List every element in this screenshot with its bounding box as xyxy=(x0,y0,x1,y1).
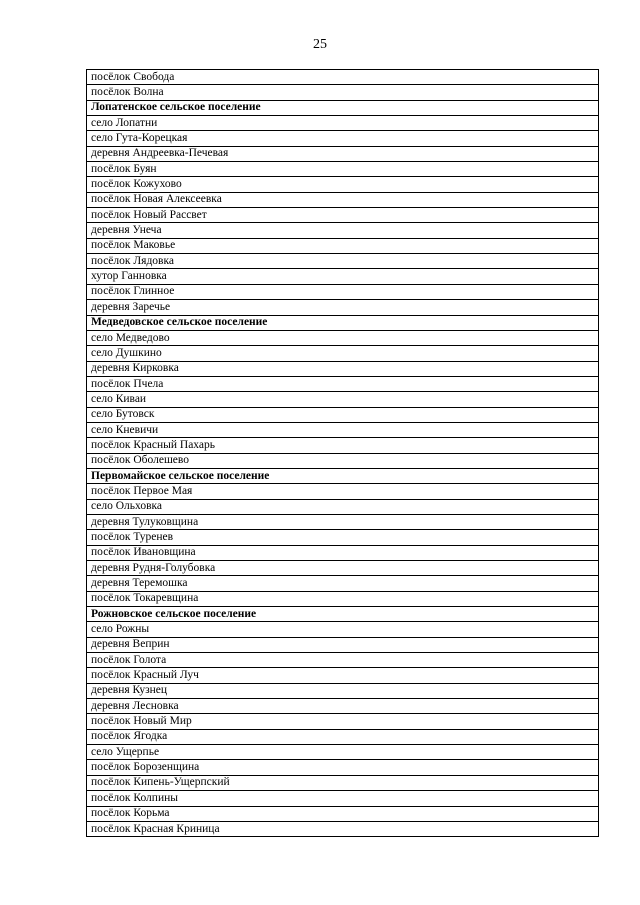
settlement-row xyxy=(87,422,599,437)
settlement-name-cell: посёлок Красный Пахарь xyxy=(87,438,599,453)
settlement-name-cell: посёлок Борозенщина xyxy=(87,760,599,775)
settlement-row xyxy=(87,561,599,576)
settlement-row xyxy=(87,223,599,238)
settlement-name-cell: посёлок Оболешево xyxy=(87,453,599,468)
settlement-name-cell: посёлок Кожухово xyxy=(87,177,599,192)
settlement-name-cell: хутор Ганновка xyxy=(87,269,599,284)
settlement-name-cell: деревня Тулуковщина xyxy=(87,514,599,529)
settlement-name-cell: деревня Веприн xyxy=(87,637,599,652)
settlement-name-cell: посёлок Колпины xyxy=(87,791,599,806)
settlement-name-cell: посёлок Красная Криница xyxy=(87,821,599,836)
settlement-row xyxy=(87,392,599,407)
settlement-name-cell: посёлок Волна xyxy=(87,85,599,100)
settlement-row xyxy=(87,70,599,85)
settlement-row xyxy=(87,238,599,253)
settlement-row xyxy=(87,208,599,223)
page-number: 25 xyxy=(313,37,327,52)
section-header-cell: Медведовское сельское поселение xyxy=(87,315,599,330)
settlement-row xyxy=(87,162,599,177)
settlement-name-cell: посёлок Буян xyxy=(87,162,599,177)
settlement-name-cell: посёлок Ивановщина xyxy=(87,545,599,560)
settlement-name-cell: деревня Андреевка-Печевая xyxy=(87,146,599,161)
settlement-row xyxy=(87,484,599,499)
settlement-row xyxy=(87,745,599,760)
settlement-row xyxy=(87,85,599,100)
section-header-row xyxy=(87,315,599,330)
settlement-row xyxy=(87,438,599,453)
settlement-row xyxy=(87,637,599,652)
settlement-name-cell: деревня Кузнец xyxy=(87,683,599,698)
settlement-name-cell: посёлок Первое Мая xyxy=(87,484,599,499)
settlement-name-cell: посёлок Глинное xyxy=(87,284,599,299)
settlement-name-cell: посёлок Корьма xyxy=(87,806,599,821)
settlement-row xyxy=(87,668,599,683)
settlement-name-cell: посёлок Новый Рассвет xyxy=(87,208,599,223)
settlement-row xyxy=(87,269,599,284)
settlement-row xyxy=(87,376,599,391)
section-header-cell: Первомайское сельское поселение xyxy=(87,468,599,483)
settlement-name-cell: посёлок Новый Мир xyxy=(87,714,599,729)
settlement-name-cell: посёлок Лядовка xyxy=(87,254,599,269)
settlement-row xyxy=(87,760,599,775)
settlement-row xyxy=(87,192,599,207)
settlement-row xyxy=(87,653,599,668)
settlement-name-cell: деревня Заречье xyxy=(87,300,599,315)
settlement-name-cell: деревня Унеча xyxy=(87,223,599,238)
settlement-name-cell: посёлок Красный Луч xyxy=(87,668,599,683)
settlement-row xyxy=(87,729,599,744)
settlement-row xyxy=(87,131,599,146)
settlement-name-cell: посёлок Ягодка xyxy=(87,729,599,744)
settlement-row xyxy=(87,116,599,131)
section-header-cell: Лопатенское сельское поселение xyxy=(87,100,599,115)
settlement-row xyxy=(87,699,599,714)
settlement-name-cell: село Бутовск xyxy=(87,407,599,422)
settlement-name-cell: посёлок Туренев xyxy=(87,530,599,545)
settlement-row xyxy=(87,499,599,514)
settlement-name-cell: посёлок Пчела xyxy=(87,376,599,391)
settlement-name-cell: посёлок Токаревщина xyxy=(87,591,599,606)
settlement-row xyxy=(87,806,599,821)
section-header-row xyxy=(87,468,599,483)
settlement-row xyxy=(87,346,599,361)
settlement-row xyxy=(87,821,599,836)
settlement-name-cell: село Медведово xyxy=(87,330,599,345)
settlement-row xyxy=(87,453,599,468)
settlement-name-cell: село Кневичи xyxy=(87,422,599,437)
settlement-name-cell: село Рожны xyxy=(87,622,599,637)
settlement-row xyxy=(87,530,599,545)
settlement-row xyxy=(87,146,599,161)
settlements-table xyxy=(86,69,599,837)
section-header-row xyxy=(87,100,599,115)
settlement-name-cell: село Ущерпье xyxy=(87,745,599,760)
settlement-name-cell: посёлок Голота xyxy=(87,653,599,668)
settlement-row xyxy=(87,683,599,698)
settlement-name-cell: село Ольховка xyxy=(87,499,599,514)
settlement-name-cell: село Киваи xyxy=(87,392,599,407)
settlement-name-cell: деревня Теремошка xyxy=(87,576,599,591)
settlement-row xyxy=(87,714,599,729)
settlement-row xyxy=(87,407,599,422)
settlement-name-cell: деревня Рудня-Голубовка xyxy=(87,561,599,576)
section-header-cell: Рожновское сельское поселение xyxy=(87,607,599,622)
section-header-row xyxy=(87,607,599,622)
settlement-name-cell: деревня Кирковка xyxy=(87,361,599,376)
settlement-row xyxy=(87,300,599,315)
settlement-name-cell: посёлок Маковье xyxy=(87,238,599,253)
settlement-name-cell: село Душкино xyxy=(87,346,599,361)
settlement-name-cell: посёлок Кипень-Ущерпский xyxy=(87,775,599,790)
settlement-row xyxy=(87,361,599,376)
settlement-name-cell: село Лопатни xyxy=(87,116,599,131)
settlement-row xyxy=(87,545,599,560)
settlement-name-cell: село Гута-Корецкая xyxy=(87,131,599,146)
settlement-row xyxy=(87,576,599,591)
settlement-row xyxy=(87,330,599,345)
settlement-name-cell: деревня Лесновка xyxy=(87,699,599,714)
settlement-row xyxy=(87,284,599,299)
settlement-row xyxy=(87,254,599,269)
settlement-row xyxy=(87,591,599,606)
settlement-row xyxy=(87,514,599,529)
settlement-row xyxy=(87,622,599,637)
settlement-name-cell: посёлок Новая Алексеевка xyxy=(87,192,599,207)
settlement-name-cell: посёлок Свобода xyxy=(87,70,599,85)
settlement-row xyxy=(87,775,599,790)
settlement-row xyxy=(87,791,599,806)
settlement-row xyxy=(87,177,599,192)
settlements-table-body xyxy=(87,70,599,837)
